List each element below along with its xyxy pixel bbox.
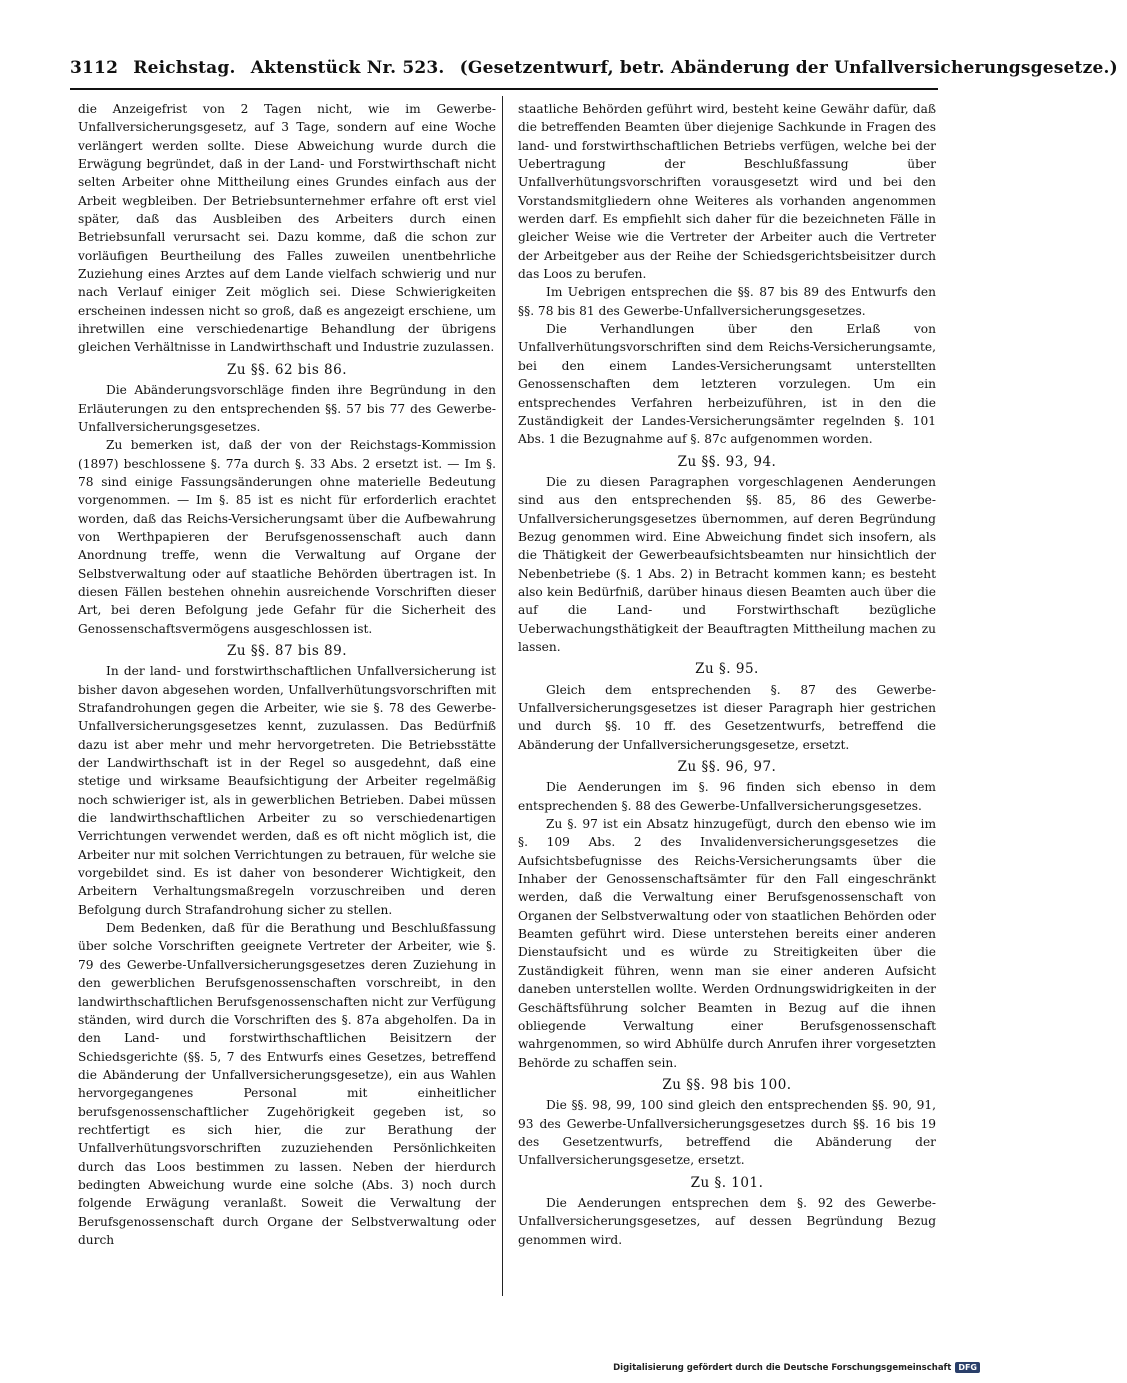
paragraph: Dem Bedenken, daß für die Berathung und Beschlußfassung über solche Vorschriften geeignete Vertreter der Arbeiter, wie §. 79 des Gewerbe-Unfallversicherungsgesetzes deren Zuziehung in den gewerblichen Berufsgenossenschaften vorschreibt, in den landwirthschaftlichen Berufsgenossenschaften nicht zur Verfügung ständen, wird durch die Vorschriften des §. 87a abgeholfen. Da in den Land- und forstwirthschaftlichen Beisitzern der Schiedsgerichte (§§. 5, 7 des Entwurfs eines Gesetzes, betreffend die Abänderung der Unfallversicherungsgesetze), ein aus Wahlen hervorgegangenes Personal mit einheitlicher berufsgenossenschaftlicher Zugehörigkeit gegeben ist, so rechtfertigt es sich hier, die zur Berathung der Unfallverhütungsvorschriften zuzuziehenden Persönlichkeiten durch das Loos bestimmen zu lassen. Neben der hierdurch bedingten Abweichung wurde eine solche (Abs. 3) noch durch folgende Erwägung veranlaßt. Soweit die Verwaltung der Berufsgenossenschaft durch Organe der Selbstverwaltung oder durch [78, 921, 496, 1247]
paragraph: Zu bemerken ist, daß der von der Reichstags-Kommission (1897) beschlossene §. 77a durch §. 33 Abs. 2 ersetzt ist. — Im §. 78 sind einige Fassungsänderungen ohne materielle Bedeutung vorgenommen. — Im §. 85 ist es nicht für erforderlich erachtet worden, daß das Reichs-Versicherungsamt über die Aufbewahrung von Werthpapieren der Berufsgenossenschaft auch dann Anordnung treffe, wenn die Verwaltung auf Organe der Selbstverwaltung oder auf staatliche Behörden übertragen ist. In diesen Fällen bestehen ohnehin ausreichende Vorschriften dieser Art, bei deren Befolgung jede Gefahr für die Sicherheit des Genossenschaftsvermögens ausgeschlossen ist. [78, 438, 496, 636]
paragraph: Im Uebrigen entsprechen die §§. 87 bis 89 des Entwurfs den §§. 78 bis 81 des Gewerbe-Unfallversicherungsgesetzes. [518, 285, 936, 318]
paragraph: Gleich dem entsprechenden §. 87 des Gewerbe-Unfallversicherungsgesetzes ist dieser Paragraph hier gestrichen und durch §§. 10 ff. des Gesetzentwurfs, betreffend die Abänderung der Unfallversicherungsgesetze, ersetzt. [518, 682, 936, 752]
page-footer [613, 1362, 980, 1373]
header-subject: (Gesetzentwurf, betr. Abänderung der Unfallversicherungsgesetze.) [459, 58, 1118, 78]
header-document: Aktenstück Nr. 523. [250, 58, 445, 78]
page-header [70, 58, 1118, 78]
footer-credit: Digitalisierung gefördert durch die Deutsche Forschungsgemeinschaft [613, 1362, 952, 1373]
header-body: Reichstag. [133, 58, 236, 78]
section-heading: Zu §. 101. [690, 1174, 764, 1191]
paragraph: Die Verhandlungen über den Erlaß von Unfallverhütungsvorschriften sind dem Reichs-Versicherungsamte, bei den einem Landes-Versicherungsamt unterstellten Genossenschaften dem letzteren vorzulegen. Um ein entsprechendes Verfahren herbeizuführen, ist in den die Zuständigkeit der Landes-Versicherungsämter regelnden §. 101 Abs. 1 die Bezugnahme auf §. 87c aufgenommen worden. [518, 322, 936, 447]
paragraph: die Anzeigefrist von 2 Tagen nicht, wie im Gewerbe-Unfallversicherungsgesetz, auf 3 Tage, sondern auf eine Woche verlängert werden sollte. Diese Abweichung wurde durch die Erwägung begründet, daß in der Land- und Forstwirthschaft nicht selten Arbeiter ohne Mittheilung eines Grundes einfach aus der Arbeit wegbleiben. Der Betriebsunternehmer erfahre oft erst viel später, daß das Ausbleiben des Arbeiters durch einen Betriebsunfall verursacht sei. Dazu komme, daß die schon zur vorläufigen Beurtheilung des Falles zuweilen unentbehrliche Zuziehung eines Arztes auf dem Lande vielfach schwierig und nur nach Verlauf einiger Zeit möglich sei. Diese Schwierigkeiten erscheinen indessen nicht so groß, daß es angezeigt erschiene, um ihretwillen eine verschiedenartige Behandlung der übrigens gleichen Verhältnisse in Landwirthschaft und Industrie zuzulassen. [78, 102, 496, 355]
column-divider [502, 96, 503, 1296]
dfg-logo: DFG [955, 1362, 980, 1373]
header-rule [70, 88, 938, 90]
section-heading: Zu §. 95. [695, 661, 759, 678]
paragraph: In der land- und forstwirthschaftlichen Unfallversicherung ist bisher davon abgesehen worden, Unfallverhütungsvorschriften mit Strafandrohungen gegen die Arbeiter, wie sie §. 78 des Gewerbe-Unfallversicherungsgesetzes kennt, zuzulassen. Das Bedürfniß dazu ist aber mehr und mehr hervorgetreten. Die Betriebsstätte der Landwirthschaft ist in der Regel so ausgedehnt, daß eine stetige und wirksame Beaufsichtigung der Arbeiter regelmäßig noch schwieriger ist, als in gewerblichen Betrieben. Dabei müssen die landwirthschaftlichen Arbeiter zu so verschiedenartigen Verrichtungen verwendet werden, daß es oft nicht möglich ist, die Arbeiter nur mit solchen Verrichtungen zu betrauen, für welche sie vorgebildet sind. Es ist daher von besonderer Wichtigkeit, den Arbeitern Verhaltungsmaßregeln vorzuschreiben und deren Befolgung durch Strafandrohung sicher zu stellen. [78, 664, 496, 917]
section-heading: Zu §§. 98 bis 100. [662, 1076, 792, 1093]
section-heading: Zu §§. 96, 97. [677, 759, 777, 776]
page-number: 3112 [70, 58, 119, 78]
section-heading: Zu §§. 87 bis 89. [226, 642, 348, 659]
paragraph: Die zu diesen Paragraphen vorgeschlagenen Aenderungen sind aus den entsprechenden §§. 85, 86 des Gewerbe-Unfallversicherungsgesetzes übernommen, auf deren Begründung Bezug genommen wird. Eine Abweichung findet sich insofern, als die Thätigkeit der Gewerbeaufsichtsbeamten nur hinsichtlich der Nebenbetriebe (§. 1 Abs. 2) in Betracht kommen kann; es besteht also kein Bedürfniß, darüber hinaus diesen Beamten auch über die auf die Land- und Forstwirthschaft bezügliche Ueberwachungsthätigkeit der Beauftragten Mittheilung machen zu lassen. [518, 474, 936, 654]
section-heading: Zu §§. 62 bis 86. [226, 361, 348, 378]
right-column [518, 100, 936, 1249]
section-heading: Zu §§. 93, 94. [677, 453, 777, 470]
paragraph: Die Aenderungen entsprechen dem §. 92 des Gewerbe-Unfallversicherungsgesetzes, auf dessen Begründung Bezug genommen wird. [518, 1195, 936, 1247]
paragraph: Zu §. 97 ist ein Absatz hinzugefügt, durch den ebenso wie im §. 109 Abs. 2 des Invalidenversicherungsgesetzes die Aufsichtsbefugnisse des Reichs-Versicherungsamts über die Inhaber der Genossenschaftsämter für den Fall eingeschränkt werden, daß die Verwaltung einer Berufsgenossenschaft von Organen der Selbstverwaltung oder von staatlichen Behörden oder Beamten geführt wird. Diese unterstehen bereits einer anderen Dienstaufsicht und es würde zu Streitigkeiten über die Zuständigkeit führen, wenn man sie einer anderen Aufsicht daneben unterstellen wollte. Werden Ordnungswidrigkeiten in der Geschäftsführung solcher Beamten in Bezug auf die ihnen obliegende Verwaltung einer Berufsgenossenschaft wahrgenommen, so wird Abhülfe durch Anrufen ihrer vorgesetzten Behörde zu schaffen sein. [518, 817, 936, 1070]
left-column [78, 100, 496, 1249]
paragraph: Die Aenderungen im §. 96 finden sich ebenso in dem entsprechenden §. 88 des Gewerbe-Unfallversicherungsgesetzes. [518, 780, 936, 813]
paragraph: Die §§. 98, 99, 100 sind gleich den entsprechenden §§. 90, 91, 93 des Gewerbe-Unfallversicherungsgesetzes durch §§. 16 bis 19 des Gesetzentwurfs, betreffend die Abänderung der Unfallversicherungsgesetze, ersetzt. [518, 1098, 936, 1168]
paragraph: Die Abänderungsvorschläge finden ihre Begründung in den Erläuterungen zu den entsprechenden §§. 57 bis 77 des Gewerbe-Unfallversicherungsgesetzes. [78, 383, 496, 434]
paragraph: staatliche Behörden geführt wird, besteht keine Gewähr dafür, daß die betreffenden Beamten über diejenige Sachkunde in Fragen des land- und forstwirthschaftlichen Betriebs verfügen, welche bei der Uebertragung der Beschlußfassung über Unfallverhütungsvorschriften vorausgesetzt wird und bei den Vorstandsmitgliedern ohne Weiteres als vorhanden angenommen werden darf. Es empfiehlt sich daher für die bezeichneten Fälle in gleicher Weise wie die Vertreter der Arbeiter auch die Vertreter der Arbeitgeber aus der Reihe der Schiedsgerichtsbeisitzer durch das Loos zu berufen. [518, 102, 936, 282]
